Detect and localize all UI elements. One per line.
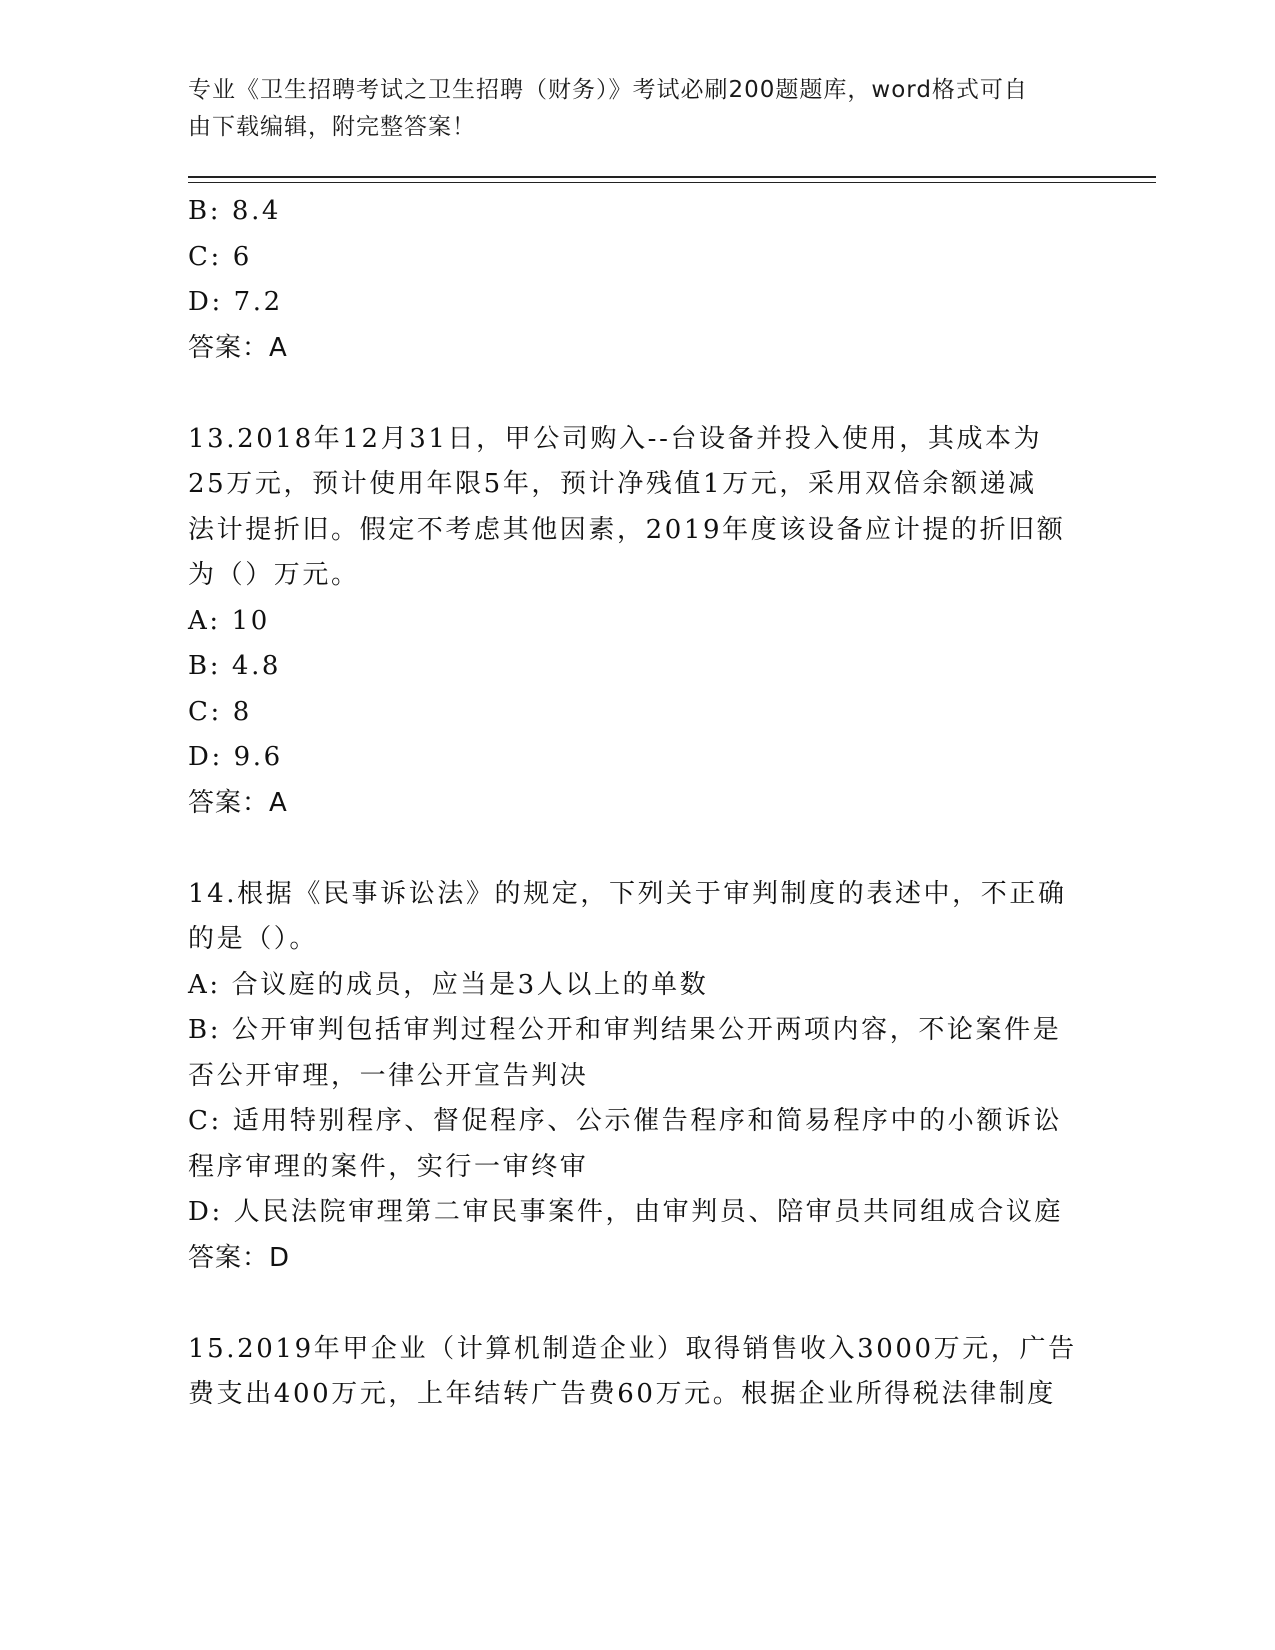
option-d: D: 7.2 — [188, 287, 283, 317]
question-text-line: 法计提折旧。假定不考虑其他因素，2019年度该设备应计提的折旧额 — [188, 514, 1066, 545]
option-c: C: 8 — [188, 696, 252, 727]
option-d: D: 人民法院审理第二审民事案件，由审判员、陪审员共同组成合议庭 — [188, 1197, 1064, 1227]
answer: 答案：A — [188, 787, 288, 818]
answer: 答案：A — [188, 332, 288, 363]
question-text-line: 25万元，预计使用年限5年，预计净残值1万元，采用双倍余额递减 — [188, 469, 1037, 499]
question-text-line: 13.2018年12月31日，甲公司购入--台设备并投入使用，其成本为 — [188, 423, 1043, 454]
question-14 — [188, 872, 1078, 1282]
option-a: A: 10 — [188, 605, 270, 636]
question-13 — [188, 417, 1078, 827]
question-text-line: 的是（）。 — [188, 924, 319, 954]
spacer — [188, 371, 1078, 417]
header-divider-thin — [188, 182, 1156, 183]
option-a: A: 合议庭的成员，应当是3人以上的单数 — [188, 969, 709, 1000]
document-header — [188, 72, 1068, 146]
option-b: B: 8.4 — [188, 196, 282, 226]
question-text-line: 为（）万元。 — [188, 560, 360, 590]
question-15 — [188, 1327, 1078, 1418]
question-list — [188, 189, 1078, 1418]
header-line-1: 专业《卫生招聘考试之卫生招聘（财务）》考试必刷200题题库，word格式可自 — [188, 77, 1028, 103]
question-text-line: 14.根据《民事诉讼法》的规定，下列关于审判制度的表述中，不正确 — [188, 878, 1067, 909]
spacer — [188, 826, 1078, 872]
header-divider — [188, 176, 1156, 178]
spacer — [188, 1281, 1078, 1327]
question-text-line: 15.2019年甲企业（计算机制造企业）取得销售收入3000万元，广告 — [188, 1333, 1077, 1364]
option-c-continued: 程序审理的案件，实行一审终审 — [188, 1151, 589, 1182]
question-text-line: 费支出400万元，上年结转广告费60万元。根据企业所得税法律制度 — [188, 1379, 1056, 1409]
option-b-continued: 否公开审理，一律公开宣告判决 — [188, 1060, 589, 1091]
question-12-tail — [188, 189, 1078, 371]
option-c: C: 6 — [188, 241, 252, 272]
header-line-2: 由下载编辑，附完整答案！ — [188, 114, 476, 140]
option-d: D: 9.6 — [188, 742, 283, 772]
option-b: B: 公开审判包括审判过程公开和审判结果公开两项内容，不论案件是 — [188, 1015, 1062, 1045]
option-c: C: 适用特别程序、督促程序、公示催告程序和简易程序中的小额诉讼 — [188, 1106, 1063, 1136]
option-b: B: 4.8 — [188, 651, 282, 681]
answer: 答案：D — [188, 1242, 291, 1273]
